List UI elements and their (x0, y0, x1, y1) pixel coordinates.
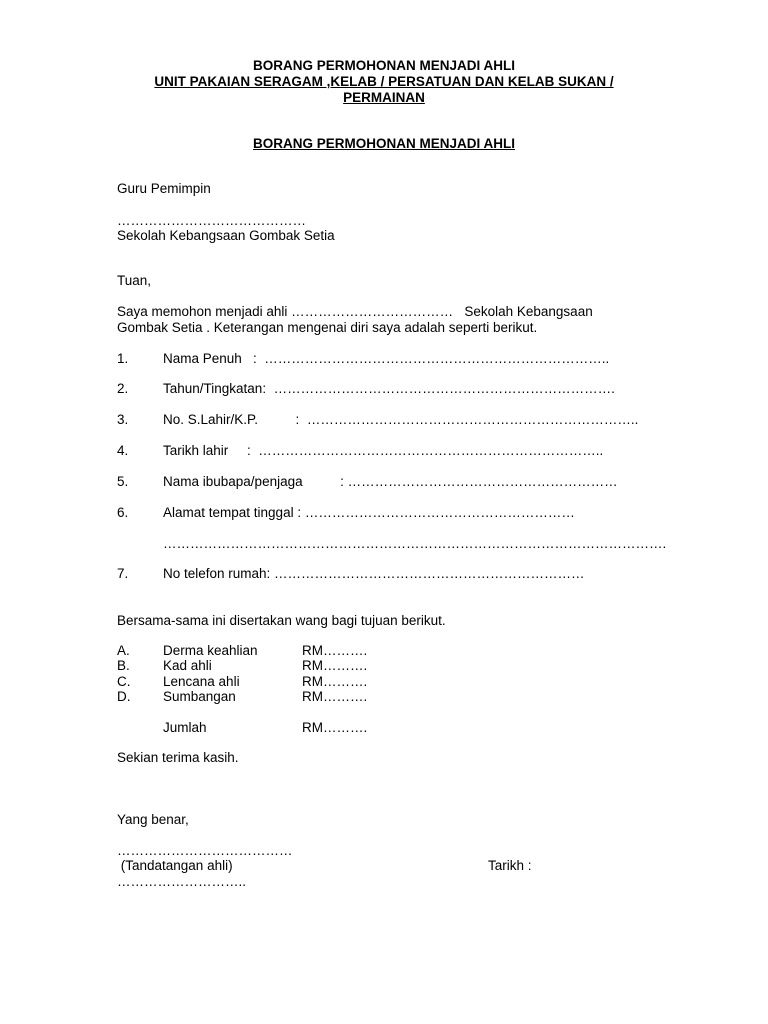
signature-label: (Tandatangan ahli) (117, 858, 233, 873)
payment-label: Kad ahli (163, 658, 212, 673)
payment-amount: RM………. (302, 689, 368, 704)
payment-label: Derma keahlian (163, 643, 258, 658)
date-label: Tarikh : (488, 858, 532, 873)
field-full-name: Nama Penuh : ………………………………………………………………….. (163, 351, 610, 366)
intro-line-2: Gombak Setia . Keterangan mengenai diri saya adalah seperti berikut. (117, 320, 538, 335)
form-subtitle: UNIT PAKAIAN SERAGAM ,KELAB / PERSATUAN DAN KELAB SUKAN / (154, 74, 614, 89)
field-parent-guardian: Nama ibubapa/penjaga : …………………………………………………… (163, 474, 618, 489)
form-title: BORANG PERMOHONAN MENJADI AHLI (252, 58, 515, 73)
field-number: 1. (117, 351, 129, 366)
field-birth-cert-ic: No. S.Lahir/K.P. : ……………………………………………………………….. (163, 412, 639, 427)
payment-letter: D. (117, 689, 131, 704)
date-line: ……………………….. (117, 874, 247, 889)
greeting: Tuan, (117, 273, 152, 288)
payment-label: Lencana ahli (163, 674, 240, 689)
field-home-address: Alamat tempat tinggal : …………………………………………………… (163, 505, 575, 520)
field-home-phone: No telefon rumah: …………………………………………………………… (163, 566, 585, 581)
payment-label: Sumbangan (163, 689, 236, 704)
payment-letter: C. (117, 674, 131, 689)
form-subtitle-continued: PERMAINAN (343, 90, 425, 105)
payment-amount: RM………. (302, 674, 368, 689)
field-home-address-continued: …………………………………………………………………………………………………. (163, 536, 667, 551)
payment-letter: B. (117, 658, 130, 673)
closing-text: Sekian terima kasih. (117, 750, 239, 765)
payment-amount: RM………. (302, 658, 368, 673)
field-number: 6. (117, 505, 129, 520)
field-date-of-birth: Tarikh lahir : ………………………………………………………………….. (163, 443, 604, 458)
field-year-form: Tahun/Tingkatan: …………………………………………………………………. (163, 381, 615, 396)
total-amount: RM………. (302, 720, 368, 735)
field-number: 2. (117, 381, 129, 396)
form-heading: BORANG PERMOHONAN MENJADI AHLI (252, 136, 515, 151)
field-number: 5. (117, 474, 129, 489)
field-number: 7. (117, 566, 129, 581)
recipient-name-blank: …………………………………… (117, 213, 306, 228)
intro-line-1: Saya memohon menjadi ahli ……………………………… Sekolah Kebangsaan (117, 304, 593, 319)
signature-line: ………………………………… (117, 843, 293, 858)
payment-intro: Bersama-sama ini disertakan wang bagi tujuan berikut. (117, 613, 446, 628)
field-number: 4. (117, 443, 129, 458)
total-label: Jumlah (163, 720, 207, 735)
sign-off: Yang benar, (117, 812, 189, 827)
payment-letter: A. (117, 643, 130, 658)
payment-amount: RM………. (302, 643, 368, 658)
field-number: 3. (117, 412, 129, 427)
recipient-title: Guru Pemimpin (117, 181, 211, 196)
recipient-school: Sekolah Kebangsaan Gombak Setia (117, 228, 335, 243)
